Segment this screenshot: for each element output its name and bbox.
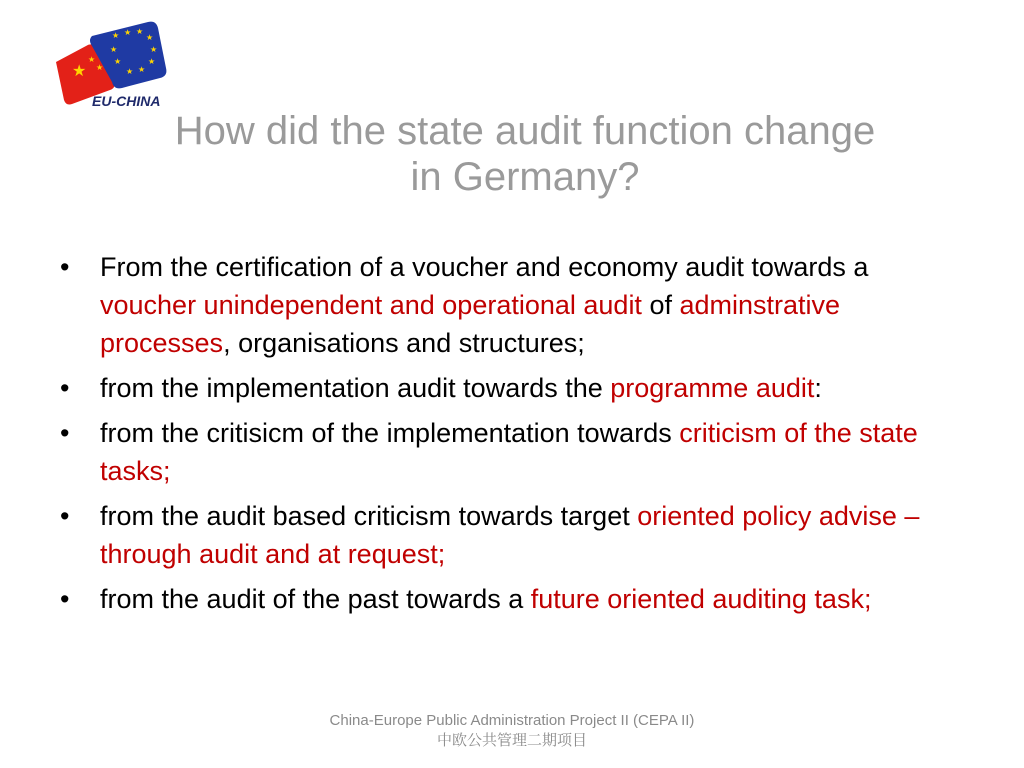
bullet-marker: • [60,418,70,448]
svg-text:★: ★ [136,27,144,36]
eu-china-logo [52,18,174,110]
svg-text:★: ★ [124,28,132,37]
bullet-emphasis-text: voucher unindependent and operational audit [100,290,642,320]
logo-wordmark: EU-CHINA [92,93,161,109]
bullet-text: from the audit of the past towards a [100,584,531,614]
svg-text:★: ★ [114,57,122,66]
bullet-item [60,414,940,490]
svg-text:★: ★ [96,63,104,72]
bullet-text: from the implementation audit towards the [100,373,611,403]
bullet-text: : [814,373,822,403]
bullet-item [60,248,940,362]
bullet-item [60,497,940,573]
footer-line-1: China-Europe Public Administration Project II (CEPA II) [329,712,695,729]
bullet-item [60,580,940,618]
svg-text:★: ★ [72,61,87,80]
footer [212,711,812,751]
svg-text:★: ★ [148,57,156,66]
bullet-emphasis-text: oriented policy advise – through audit and at request; [100,501,920,569]
slide-title [100,108,950,200]
svg-text:★: ★ [138,65,146,74]
bullet-marker: • [60,252,70,282]
bullet-text: of [641,290,680,320]
bullet-emphasis-text: future oriented auditing task; [530,584,872,614]
bullet-text: from the critisicm of the implementation towards [100,418,680,448]
bullet-marker: • [60,501,70,531]
bullet-text: , organisations and structures; [223,328,585,358]
bullet-marker: • [60,373,70,403]
bullet-emphasis-text: adminstrative processes [100,290,841,358]
bullet-item [60,369,940,407]
bullet-emphasis-text: programme audit [610,373,815,403]
bullet-emphasis-text: criticism of the state tasks; [100,418,918,486]
bullet-text: from the audit based criticism towards target [100,501,638,531]
bullet-list [60,248,940,625]
bullet-text: From the certification of a voucher and economy audit towards a [100,252,869,282]
title-line-1: How did the state audit function change [174,109,876,153]
svg-text:★: ★ [126,67,134,76]
bullet-marker: • [60,584,70,614]
title-line-2: in Germany? [410,155,640,199]
svg-text:★: ★ [110,45,118,54]
svg-text:★: ★ [146,33,154,42]
svg-text:★: ★ [150,45,158,54]
svg-text:★: ★ [88,55,96,64]
svg-text:★: ★ [112,31,120,40]
footer-line-2: 中欧公共管理二期项目 [436,732,587,749]
